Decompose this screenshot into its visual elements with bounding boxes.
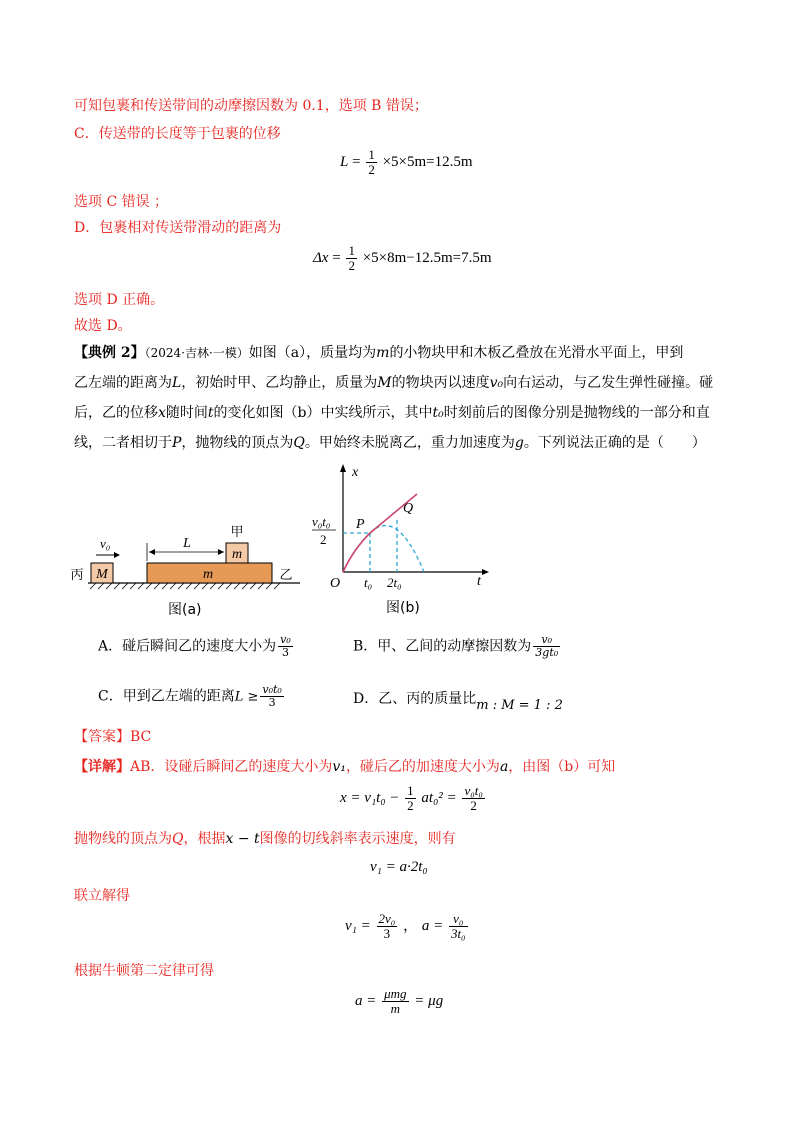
option-d: D．乙、丙的质量比m : M = 1 : 2 <box>353 691 563 713</box>
caption-b: 图(b) <box>386 600 420 616</box>
axis-label-t: t <box>477 574 481 589</box>
example-tag: 【典例 2】 <box>74 345 145 361</box>
text-line-friction: 可知包裹和传送带间的动摩擦因数为 0.1，选项 B 错误； <box>74 98 428 114</box>
l-dim-arrow-left <box>149 549 155 555</box>
ground-hatch <box>90 583 280 589</box>
block-bing-label: M <box>96 567 108 582</box>
option-d-heading: D．包裹相对传送带滑动的距离为 <box>74 220 282 236</box>
figure-a <box>60 515 310 625</box>
equation-displacement: x = v₁t₀ − $\frac{1}{2}$ at₀² = $\frac{\text{v₀t₀}}{2}$ <box>340 783 483 813</box>
origin-label: O <box>330 576 341 591</box>
option-d-conclusion: 选项 D 正确。 <box>74 292 165 308</box>
caption-a: 图(a) <box>168 602 202 618</box>
vertex-line: 抛物线的顶点为Q，根据x − t图像的切线斜率表示速度，则有 <box>74 831 456 847</box>
final-choice: 故选 D。 <box>74 318 132 334</box>
point-q-label: Q <box>403 501 414 516</box>
detail-line: 【详解】AB．设碰后瞬间乙的速度大小为v₁，碰后乙的加速度大小为a，由图（b）可知 <box>74 759 616 775</box>
point-p-label: P <box>356 517 365 532</box>
example-2-problem: 【典例 2】（2024·吉林·一模）如图（a），质量均为m的小物块甲和木板乙叠放在光滑水平面上，甲到 乙左端的距离为L，初始时甲、乙均静止，质量为M的物块丙以速度v₀向右运动，与乙发生弹性碰撞。碰 后，乙的位移x随时间t的变化如图（b）中实线所示，其中t₀时刻前后的图像分别是抛物线的一部分和直 线，二者相切于P，抛物线的顶点为Q。甲始终未脱离乙，重力加速度为g。下列说法正确的是（ ） <box>74 345 714 451</box>
option-b: B．甲、乙间的动摩擦因数为 $\frac{\text{v₀}}{\text{3gt₀}}$ <box>353 633 559 659</box>
answer-line: 【答案】BC <box>74 729 152 745</box>
equation-length: L = $\frac{1}{2}$ ×5×5m=12.5m <box>340 147 473 177</box>
figure-b <box>300 460 500 620</box>
board-yi-label: m <box>202 567 214 582</box>
block-jia-label: m <box>231 547 243 562</box>
tick-2t0: 2t₀ <box>387 575 402 590</box>
axis-label-x: x <box>352 465 359 480</box>
y-label-numerator: v₀t₀ <box>312 514 331 529</box>
label-v0: v₀ <box>100 536 111 551</box>
label-yi: 乙 <box>279 568 293 583</box>
option-c-heading: C．传送带的长度等于包裹的位移 <box>74 126 281 142</box>
solve-line: 联立解得 <box>74 888 130 904</box>
label-jia: 甲 <box>230 525 244 540</box>
label-bing: 丙 <box>70 568 84 583</box>
equation-solution: v₁ = $\frac{\text{2v₀}}{3}$ ， a = $\frac{\text{v₀}}{\text{3t₀}}$ <box>345 911 466 941</box>
t-axis-arrow <box>482 569 489 575</box>
newton-line: 根据牛顿第二定律可得 <box>74 963 214 979</box>
tick-t0: t₀ <box>364 575 373 590</box>
x-axis-arrow <box>340 464 346 472</box>
equation-velocity: v₁ = a·2t₀ <box>370 859 428 875</box>
v0-arrowhead <box>114 552 120 558</box>
l-dim-arrow-right <box>218 549 224 555</box>
equation-newton: a = $\frac{\text{μmg}}{m}$ = μg <box>355 986 444 1016</box>
label-L: L <box>183 536 191 551</box>
equation-relative-slide: Δx = $\frac{1}{2}$ ×5×8m−12.5m=7.5m <box>313 243 492 273</box>
y-label-denominator: 2 <box>320 532 327 547</box>
option-a: A．碰后瞬间乙的速度大小为 $\frac{\text{v₀}}{3}$ <box>98 633 291 659</box>
option-c: C．甲到乙左端的距离L ≥ $\frac{\text{v₀t₀}}{3}$ <box>98 683 282 709</box>
option-c-conclusion: 选项 C 错误 ； <box>74 194 169 210</box>
